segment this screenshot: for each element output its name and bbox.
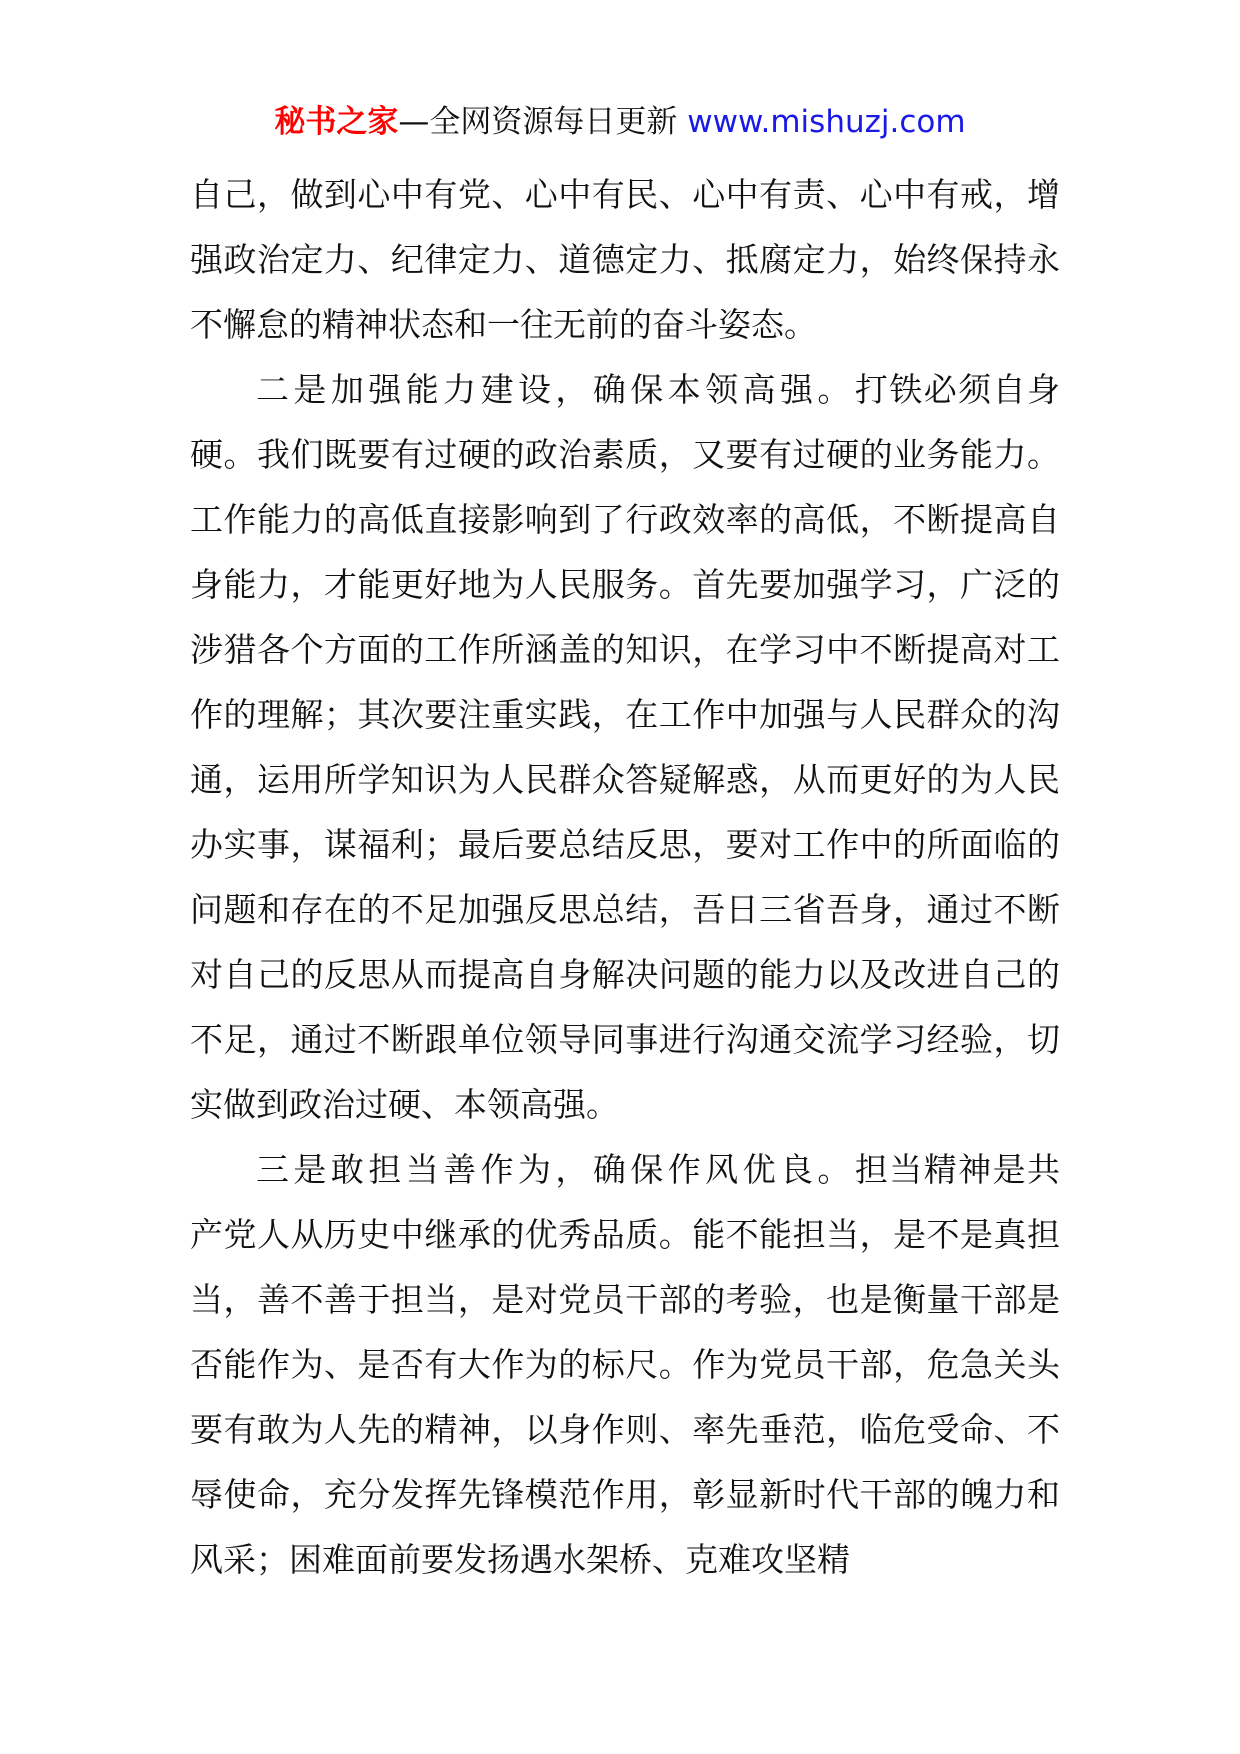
brand-name: 秘书之家 (274, 104, 399, 140)
document-body (190, 162, 1060, 1592)
paragraph-text: 担当精神是共产党人从历史中继承的优秀品质。能不能担当，是不是真担当，善不善于担当，是对党员干部的考验，也是衡量干部是否能作为、是否有大作为的标尺。作为党员干部，危急关头要有敢为人先的精神，以身作则、率先垂范，临危受命、不辱使命，充分发挥先锋模范作用，彰显新时代干部的魄力和风采；困难面前要发扬遇水架桥、克难攻坚精 (190, 1150, 1061, 1579)
paragraph-responsibility (190, 1137, 1060, 1592)
website-link[interactable]: www.mishuzj.com (687, 104, 966, 140)
paragraph-lead: 三是敢担当善作为，确保作风优良。 (256, 1150, 855, 1189)
paragraph-text: 打铁必须自身硬。我们既要有过硬的政治素质，又要有过硬的业务能力。工作能力的高低直接影响到了行政效率的高低，不断提高自身能力，才能更好地为人民服务。首先要加强学习，广泛的涉猎各个方面的工作所涵盖的知识，在学习中不断提高对工作的理解；其次要注重实践，在工作中加强与人民群众的沟通，运用所学知识为人民群众答疑解惑，从而更好的为人民办实事，谋福利；最后要总结反思，要对工作中的所面临的问题和存在的不足加强反思总结，吾日三省吾身，通过不断对自己的反思从而提高自身解决问题的能力以及改进自己的不足，通过不断跟单位领导同事进行沟通交流学习经验，切实做到政治过硬、本领高强。 (190, 370, 1061, 1124)
paragraph-text: 自己，做到心中有党、心中有民、心中有责、心中有戒，增强政治定力、纪律定力、道德定力、抵腐定力，始终保持永不懈怠的精神状态和一往无前的奋斗姿态。 (190, 175, 1060, 344)
paragraph-continued (190, 162, 1060, 357)
paragraph-lead: 二是加强能力建设，确保本领高强。 (256, 370, 855, 409)
page-header (0, 100, 1240, 144)
paragraph-ability-building (190, 357, 1060, 1137)
header-tagline: —全网资源每日更新 (398, 104, 678, 140)
